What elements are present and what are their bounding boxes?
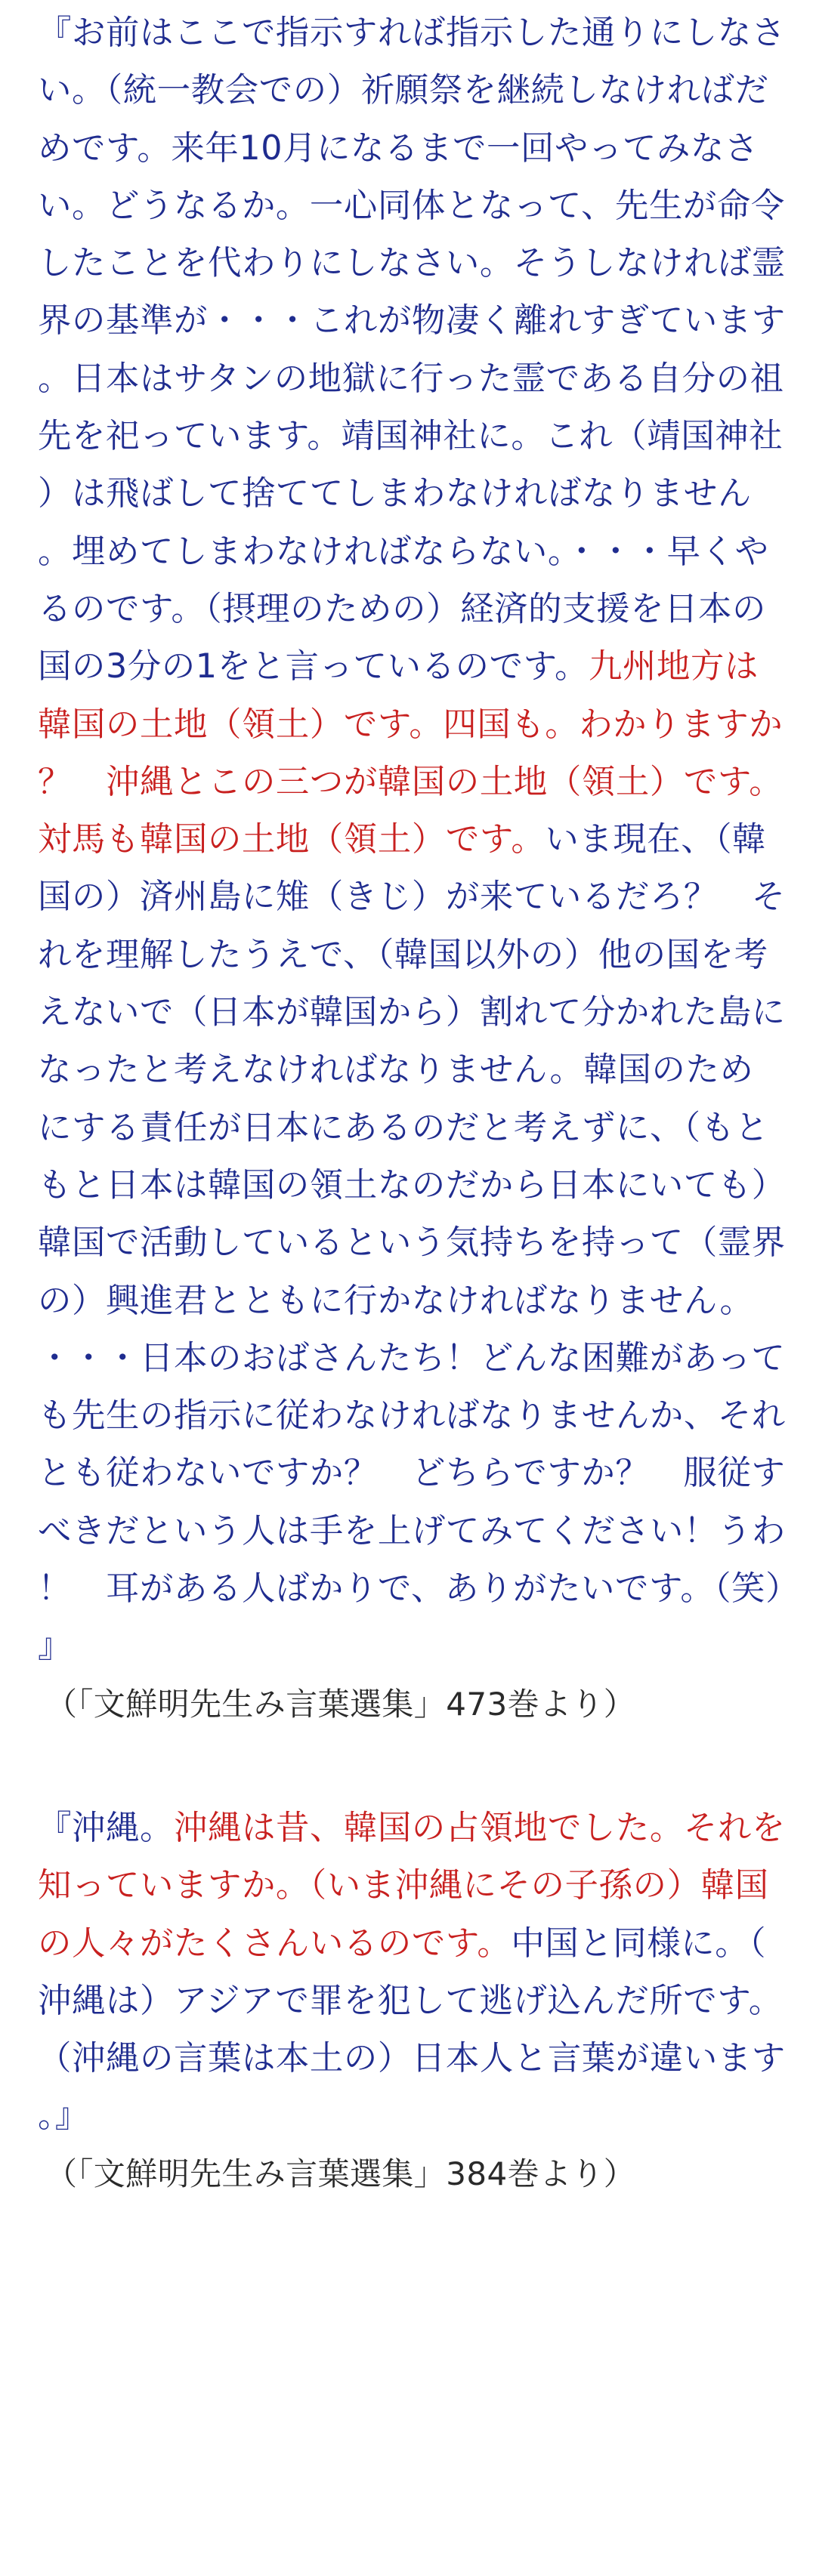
quote-2-segment-a: 『沖縄。 xyxy=(38,1808,174,1847)
quote-1-segment-b-highlight: 九州地方は韓国の土地（領土）です。四国も。わかりますか？ 沖縄とこの三つが韓国の土地（領土）です。対馬も韓国の土地（領土）です。 xyxy=(38,647,784,859)
quote-1-segment-a: 『お前はここで指示すれば指示した通りにしなさい。（統一教会での）祈願祭を継続しなければだめです。来年10月になるまで一回やってみなさい。どうなるか。一心同体となって、先生が命令したことを代わりにしなさい。そうしなければ霊界の基準が・・・これが物凄く離れすぎています。日本はサタンの地獄に行った霊である自分の祖先を祀っています。靖国神社に。これ（靖国神社）は飛ばして捨ててしまわなければなりません。埋めてしまわなければならない。・・・早くやるのです。（摂理のための）経済的支援を日本の国の3分の1をと言っているのです。 xyxy=(38,14,786,686)
paragraph-gap xyxy=(38,1733,786,1800)
article-body xyxy=(38,0,786,2203)
source-citation-1: （「文鮮明先生み言葉選集」473巻より） xyxy=(45,1685,636,1723)
quote-1-segment-c: いま現在、（韓国の）済州島に雉（きじ）が来ているだろ？ それを理解したうえで、（韓国以外の）他の国を考えないで（日本が韓国から）割れて分かれた島になったと考えなければなりません。韓国のためにする責任が日本にあるのだと考えずに、（もともと日本は韓国の領土なのだから日本にいても）韓国で活動しているという気持ちを持って（霊界の）興進君とともに行かなければなりません。 xyxy=(38,820,786,1320)
quote-paragraph-2 xyxy=(38,1800,786,2146)
source-citation-2: （「文鮮明先生み言葉選集」384巻より） xyxy=(45,2155,636,2192)
quote-1-tail-text: ・・・日本のおばさんたち！どんな困難があっても先生の指示に従わなければなりませんか、それとも従わないですか？ どちらですか？ 服従すべきだという人は手を上げてみてください！うわ！ 耳がある人ばかりで、ありがたいです。（笑）』 xyxy=(38,1338,786,1666)
quote-paragraph-1 xyxy=(38,0,786,1330)
quote-2-segment-b-highlight: 沖縄は昔、韓国の占領地でした。それを知っていますか。（いま沖縄にその子孫の）韓国の人々がたくさんいるのです。 xyxy=(38,1808,786,1963)
quote-2-segment-c: 中国と同様に。（沖縄は）アジアで罪を犯して逃げ込んだ所です。（沖縄の言葉は本土の）日本人と言葉が違います。』 xyxy=(38,1924,786,2136)
quote-paragraph-1-tail xyxy=(38,1330,786,1676)
